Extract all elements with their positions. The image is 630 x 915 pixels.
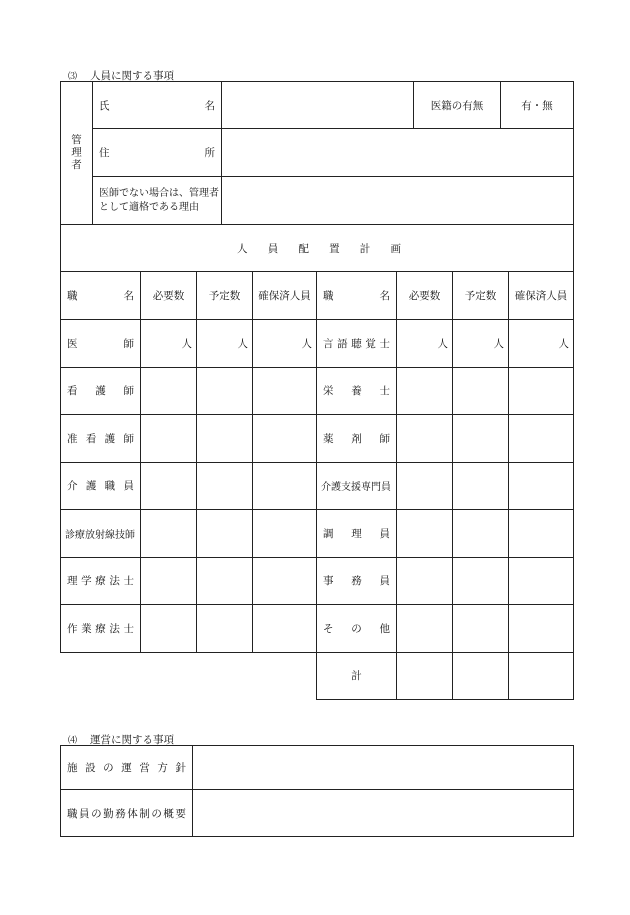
operations-label-char: 運: [121, 762, 132, 774]
secured-left-cell[interactable]: [253, 415, 317, 463]
job-name-char: 栄: [323, 385, 334, 398]
job-name-char: 学: [81, 575, 92, 588]
secured-right-cell[interactable]: [509, 605, 574, 653]
job-name-char: 護: [95, 385, 106, 398]
planned-right-cell[interactable]: [453, 510, 509, 558]
col-job-left: [61, 272, 141, 320]
operations-value[interactable]: [193, 746, 574, 790]
job-name-char: 事: [323, 575, 334, 588]
required-right-cell[interactable]: [397, 557, 453, 605]
doctor-registration-label: 医籍の有無: [414, 82, 501, 129]
section4-number: ⑷: [68, 736, 78, 746]
planned-right-cell[interactable]: [453, 367, 509, 415]
operations-label-char: 営: [139, 762, 150, 774]
operations-label-char: 体: [127, 807, 138, 820]
manager-label-cell: [61, 82, 93, 225]
planned-right-cell[interactable]: [453, 415, 509, 463]
job-name-char: 理: [351, 527, 362, 540]
planned-left-cell[interactable]: [197, 605, 253, 653]
reason-value-cell[interactable]: [222, 177, 574, 225]
job-name-char: 准: [67, 432, 78, 445]
required-right-cell[interactable]: [397, 605, 453, 653]
required-right-cell[interactable]: [397, 367, 453, 415]
planned-right-cell[interactable]: [453, 462, 509, 510]
reason-label-line1: 医師でない場合は、管理者: [99, 187, 219, 199]
job-name-char: 師: [379, 432, 390, 445]
operations-label-char: 設: [85, 762, 96, 774]
job-name-char: 理: [67, 575, 78, 588]
job-name-char: そ: [323, 622, 334, 635]
job-name-char: 師: [123, 432, 134, 445]
col-secured-left: 確保済人員: [253, 272, 317, 320]
job-name-char: 士: [379, 337, 390, 350]
job-name-char: 看: [67, 385, 78, 398]
job-name-char: 他: [379, 622, 390, 635]
secured-left-cell[interactable]: [253, 605, 317, 653]
blank-area: [61, 652, 317, 699]
total-planned-cell[interactable]: [453, 652, 509, 699]
required-left-cell[interactable]: [141, 605, 197, 653]
job-name-char: 員: [379, 527, 390, 540]
operations-label-char: 務: [115, 807, 126, 820]
secured-right-cell[interactable]: [509, 510, 574, 558]
job-name-right: [317, 367, 397, 415]
staffing-plan-table: [60, 224, 574, 700]
plan-title-char: 人: [237, 242, 248, 255]
staff-row: [61, 605, 574, 653]
job-name-right: [317, 415, 397, 463]
job-name-char: 療: [95, 622, 106, 635]
operations-label-char: の: [103, 762, 114, 774]
planned-right-cell[interactable]: [453, 557, 509, 605]
operations-label: [61, 790, 193, 837]
operations-value[interactable]: [193, 790, 574, 837]
job-name-char: 言: [323, 337, 334, 350]
operations-label-char: 制: [139, 807, 150, 820]
operations-table: [60, 745, 574, 837]
operations-label: [61, 746, 193, 790]
address-label-cell: [93, 129, 222, 177]
job-name-char: 医: [67, 337, 78, 350]
job-name-char: 覚: [365, 337, 376, 350]
job-name-char: 士: [123, 575, 134, 588]
section4-title: 運営に関する事項: [90, 734, 174, 746]
section3-title: 人員に関する事項: [90, 70, 174, 82]
operations-label-char: 方: [157, 762, 168, 774]
staff-row: [61, 415, 574, 463]
job-name-char: 職: [104, 480, 116, 493]
staff-row: [61, 557, 574, 605]
name-value-cell[interactable]: [222, 82, 414, 129]
col-secured-right: 確保済人員: [509, 272, 574, 320]
manager-table: [60, 81, 574, 225]
required-left-cell[interactable]: [141, 367, 197, 415]
job-name-char: 業: [81, 622, 92, 635]
secured-right-cell[interactable]: 人: [509, 320, 574, 368]
secured-left-cell[interactable]: [253, 510, 317, 558]
operations-label-char: 勤: [103, 807, 114, 820]
plan-title-char: 配: [298, 242, 309, 255]
job-header-char: 名: [379, 290, 390, 302]
secured-left-cell[interactable]: [253, 367, 317, 415]
job-name-right: [317, 320, 397, 368]
col-planned-right: 予定数: [453, 272, 509, 320]
planned-left-cell[interactable]: 人: [197, 320, 253, 368]
staff-row: [61, 462, 574, 510]
job-name-char: の: [351, 622, 362, 635]
required-right-cell[interactable]: [397, 510, 453, 558]
job-name-char: 看: [85, 432, 97, 445]
doctor-registration-value[interactable]: 有・無: [501, 82, 574, 129]
operations-label-char: 概: [163, 807, 174, 820]
job-name-char: 法: [109, 575, 120, 588]
job-name-char: 療: [95, 575, 106, 588]
operations-label-char: 要: [175, 807, 186, 820]
operations-label-char: 員: [79, 807, 90, 820]
plan-title-char: 置: [329, 242, 340, 255]
secured-left-cell[interactable]: [253, 462, 317, 510]
address-value-cell[interactable]: [222, 129, 574, 177]
planned-left-cell[interactable]: [197, 557, 253, 605]
job-name-char: 作: [67, 622, 78, 635]
planned-right-cell[interactable]: 人: [453, 320, 509, 368]
col-planned-left: 予定数: [197, 272, 253, 320]
secured-left-cell[interactable]: [253, 557, 317, 605]
section3-number: ⑶: [68, 72, 78, 82]
job-name-left: [61, 320, 141, 368]
job-name-char: 介: [67, 480, 78, 493]
staffing-plan-title-cell: [61, 225, 574, 272]
job-name-right: 介護支援専門員: [317, 462, 397, 510]
operations-label-char: の: [91, 807, 102, 820]
name-label-char: 氏: [99, 99, 110, 112]
job-name-char: 護: [85, 480, 97, 493]
required-left-cell[interactable]: [141, 557, 197, 605]
planned-left-cell[interactable]: [197, 510, 253, 558]
secured-right-cell[interactable]: [509, 462, 574, 510]
planned-left-cell[interactable]: [197, 415, 253, 463]
job-name-left: [61, 415, 141, 463]
staff-row: [61, 367, 574, 415]
job-name-right: [317, 557, 397, 605]
name-label-char: 名: [204, 99, 215, 112]
secured-right-cell[interactable]: [509, 415, 574, 463]
job-name-char: 員: [123, 480, 134, 493]
job-name-char: 調: [323, 527, 334, 540]
job-name-char: 士: [123, 622, 134, 635]
job-name-char: 師: [123, 337, 134, 350]
job-name-right: [317, 510, 397, 558]
col-required-right: 必要数: [397, 272, 453, 320]
job-name-left: [61, 605, 141, 653]
required-right-cell[interactable]: [397, 462, 453, 510]
secured-right-cell[interactable]: [509, 557, 574, 605]
job-header-char: 職: [67, 290, 78, 302]
required-left-cell[interactable]: [141, 510, 197, 558]
operations-label-char: 針: [175, 762, 186, 774]
required-right-cell[interactable]: 人: [397, 320, 453, 368]
name-label-cell: [93, 82, 222, 129]
planned-right-cell[interactable]: [453, 605, 509, 653]
total-label: 計: [317, 652, 397, 699]
secured-right-cell[interactable]: [509, 367, 574, 415]
required-right-cell[interactable]: [397, 415, 453, 463]
job-name-char: 員: [379, 575, 390, 588]
staff-row: [61, 320, 574, 368]
plan-title-char: 員: [267, 242, 279, 255]
job-name-char: 士: [379, 385, 390, 398]
plan-title-char: 計: [359, 242, 371, 255]
address-label-char: 所: [204, 147, 215, 159]
reason-label-cell: [93, 177, 222, 225]
operations-label-char: の: [151, 807, 162, 820]
job-header-char: 名: [123, 290, 134, 302]
planned-left-cell[interactable]: [197, 462, 253, 510]
job-name-char: 務: [351, 575, 362, 588]
operations-label-char: 職: [67, 807, 78, 820]
job-name-char: 薬: [323, 432, 334, 445]
job-name-char: 師: [123, 385, 134, 398]
manager-label: 管理者: [70, 134, 82, 172]
job-name-left: [61, 462, 141, 510]
required-left-cell[interactable]: [141, 415, 197, 463]
job-header-char: 職: [323, 290, 334, 302]
job-name-char: 法: [109, 622, 120, 635]
reason-label-line2: として適格である理由: [99, 201, 199, 213]
plan-title-char: 画: [390, 242, 401, 255]
job-name-char: 聴: [351, 337, 362, 350]
secured-left-cell[interactable]: 人: [253, 320, 317, 368]
job-name-left: [61, 367, 141, 415]
address-label-char: 住: [99, 147, 110, 159]
operations-label-char: 施: [67, 762, 78, 774]
job-name-left: [61, 557, 141, 605]
job-name-char: 護: [104, 432, 116, 445]
job-name-char: 養: [351, 385, 362, 398]
col-job-right: [317, 272, 397, 320]
job-name-char: 語: [337, 337, 348, 350]
required-left-cell[interactable]: 人: [141, 320, 197, 368]
total-secured-cell[interactable]: [509, 652, 574, 699]
total-required-cell[interactable]: [397, 652, 453, 699]
required-left-cell[interactable]: [141, 462, 197, 510]
planned-left-cell[interactable]: [197, 367, 253, 415]
job-name-right: [317, 605, 397, 653]
job-name-char: 剤: [351, 432, 362, 445]
staff-row: [61, 510, 574, 558]
col-required-left: 必要数: [141, 272, 197, 320]
job-name-left: 診療放射線技師: [61, 510, 141, 558]
